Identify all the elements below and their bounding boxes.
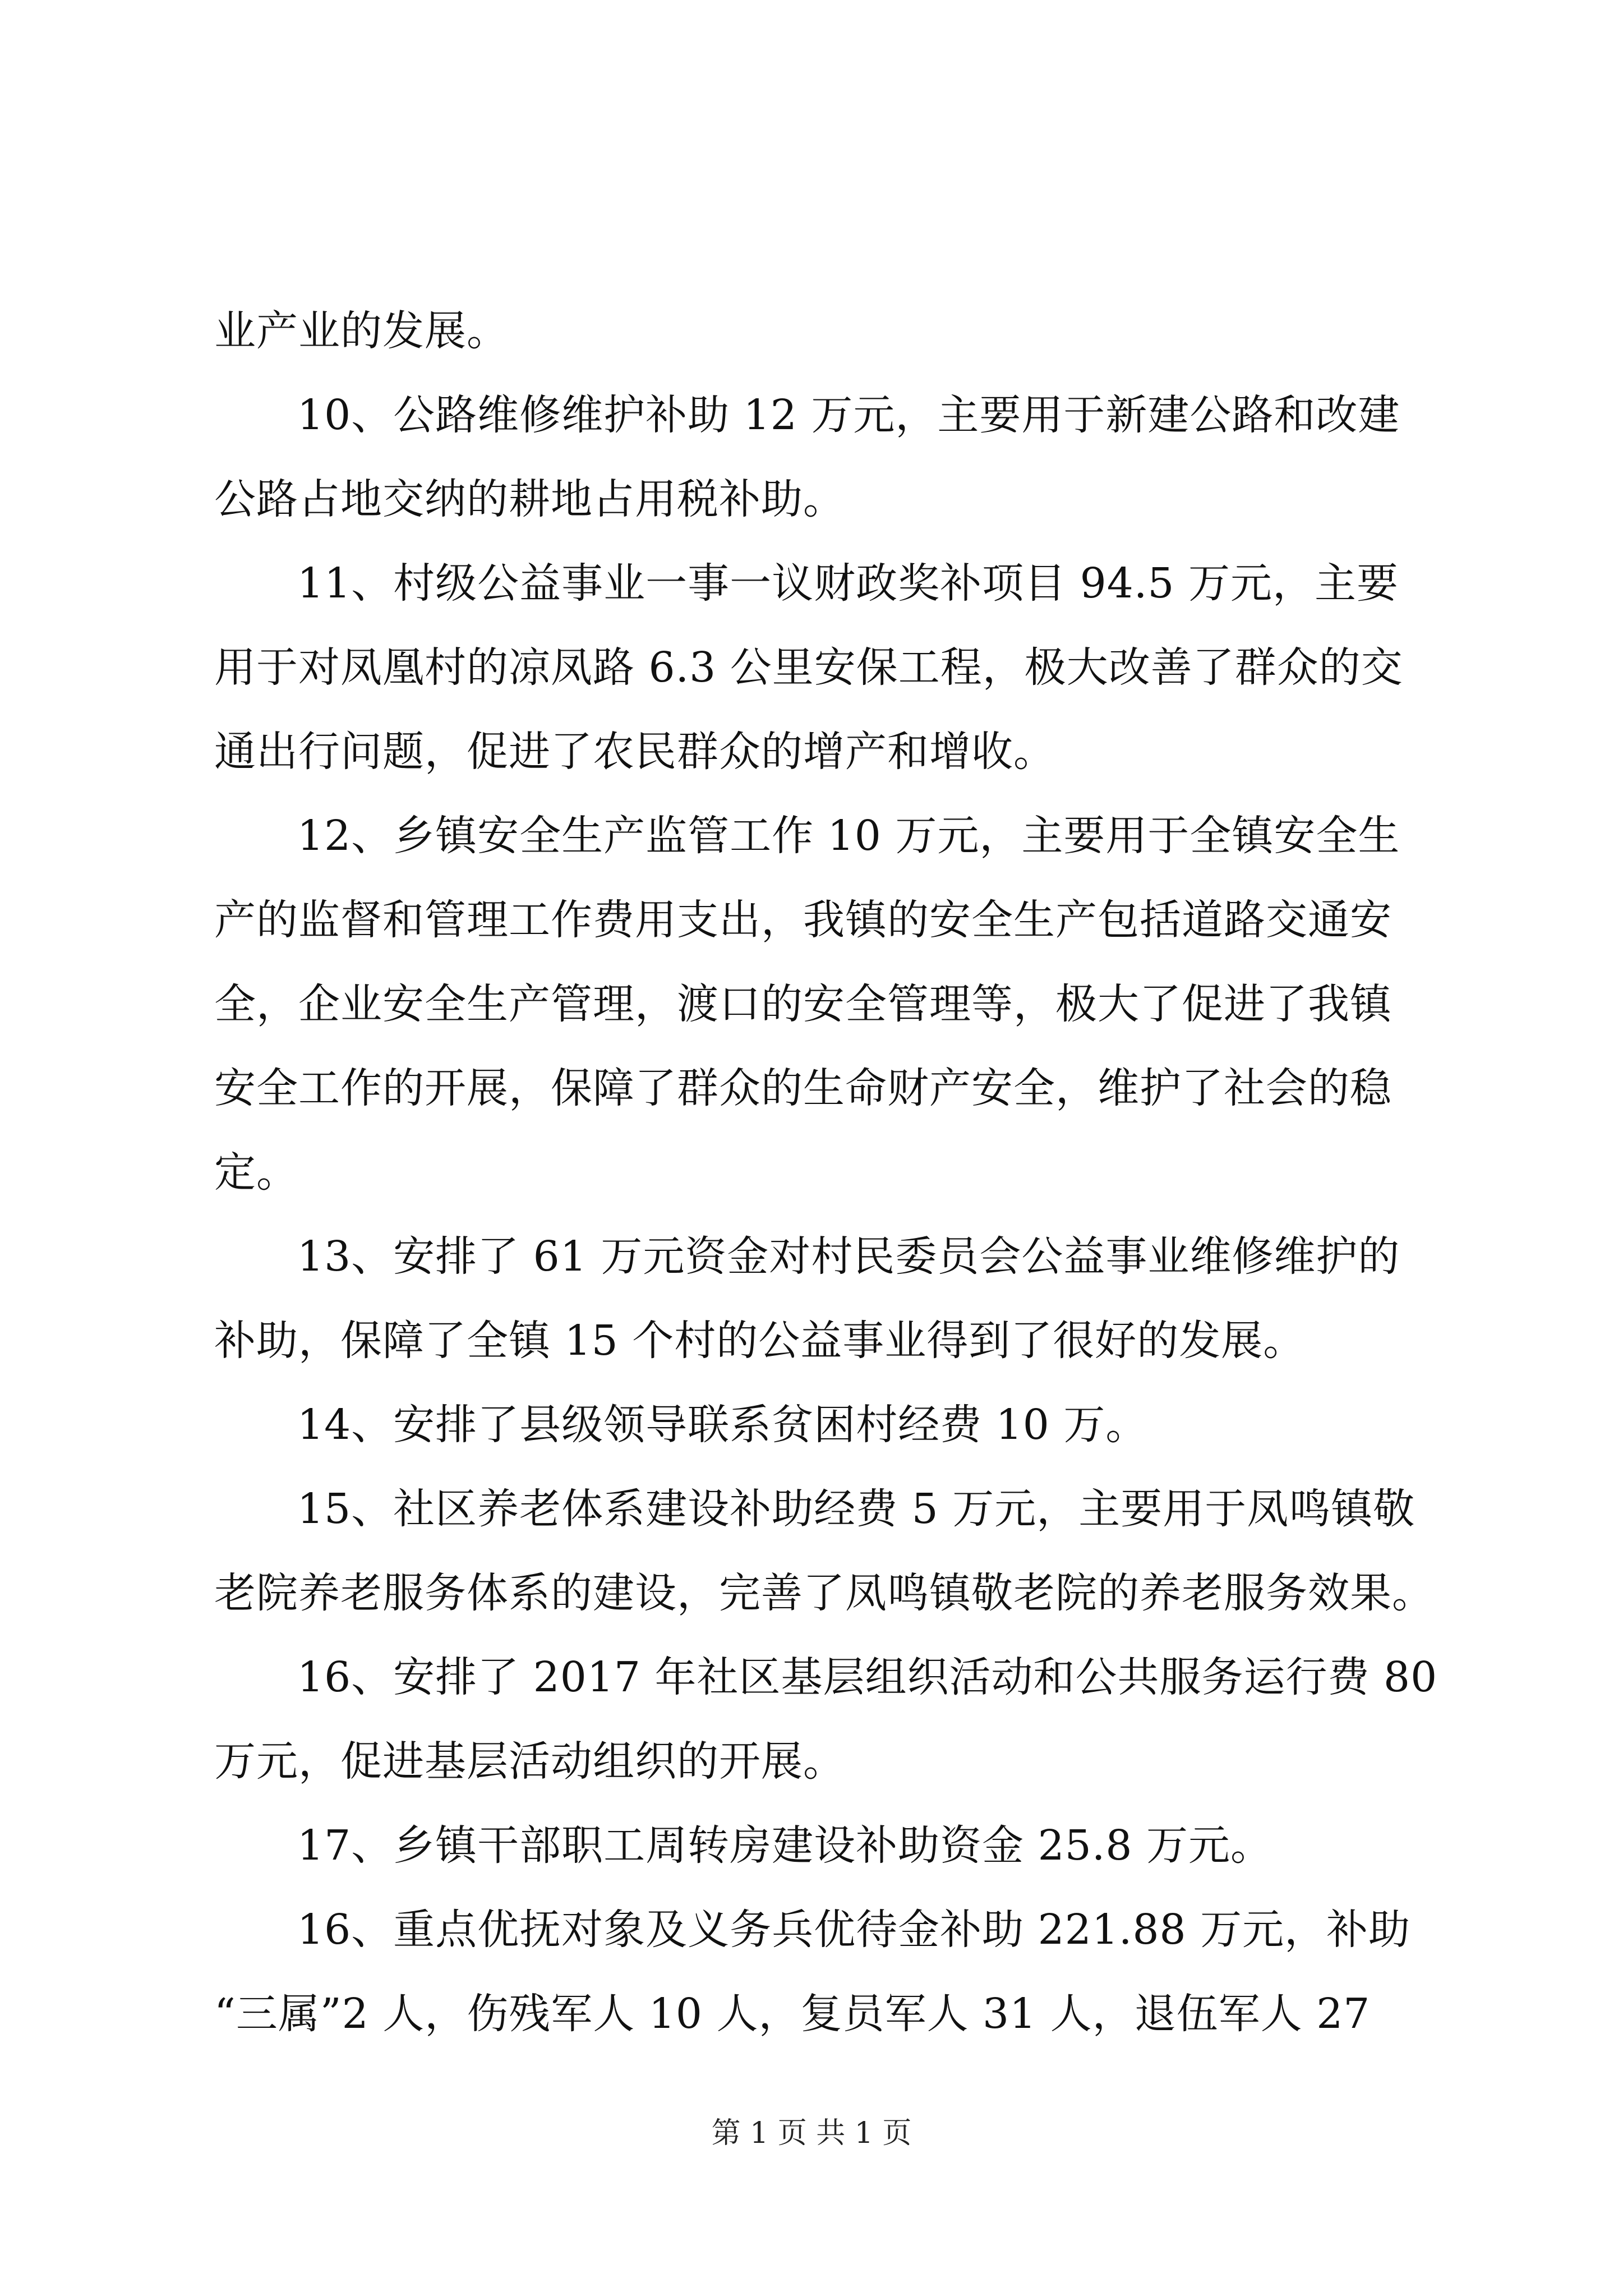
text-line: 17、乡镇干部职工周转房建设补助资金 25.8 万元。	[297, 1821, 1272, 1870]
text-line: 16、安排了 2017 年社区基层组织活动和公共服务运行费 80	[297, 1653, 1438, 1701]
text-line: 公路占地交纳的耕地占用税补助。	[214, 475, 845, 523]
text-line: 10、公路维修维护补助 12 万元，主要用于新建公路和改建	[297, 391, 1400, 439]
text-line: 15、社区养老体系建设补助经费 5 万元，主要用于凤鸣镇敬	[297, 1485, 1415, 1533]
text-line: 全，企业安全生产管理，渡口的安全管理等，极大了促进了我镇	[214, 980, 1392, 1028]
text-line: 定。	[214, 1148, 298, 1197]
text-line: 产的监督和管理工作费用支出，我镇的安全生产包括道路交通安	[214, 896, 1392, 944]
text-line: 老院养老服务体系的建设，完善了凤鸣镇敬老院的养老服务效果。	[214, 1569, 1434, 1617]
page-number-footer: 第 1 页 共 1 页	[711, 2116, 912, 2150]
text-line: 12、乡镇安全生产监管工作 10 万元，主要用于全镇安全生	[297, 812, 1400, 860]
text-line: “三属”2 人，伤残军人 10 人，复员军人 31 人，退伍军人 27	[214, 1990, 1371, 2038]
text-line: 14、安排了县级领导联系贫困村经费 10 万。	[297, 1401, 1148, 1449]
text-line: 通出行问题，促进了农民群众的增产和增收。	[214, 728, 1055, 776]
text-line: 补助，保障了全镇 15 个村的公益事业得到了很好的发展。	[214, 1317, 1306, 1365]
text-line: 业产业的发展。	[214, 307, 509, 355]
text-line: 万元，促进基层活动组织的开展。	[214, 1737, 845, 1786]
text-line: 16、重点优抚对象及义务兵优待金补助 221.88 万元，补助	[297, 1906, 1411, 1954]
text-line: 11、村级公益事业一事一议财政奖补项目 94.5 万元，主要	[297, 559, 1399, 608]
text-line: 安全工作的开展，保障了群众的生命财产安全，维护了社会的稳	[214, 1064, 1392, 1112]
text-line: 13、安排了 61 万元资金对村民委员会公益事业维修维护的	[297, 1232, 1400, 1281]
text-line: 用于对凤凰村的凉凤路 6.3 公里安保工程，极大改善了群众的交	[214, 643, 1403, 692]
